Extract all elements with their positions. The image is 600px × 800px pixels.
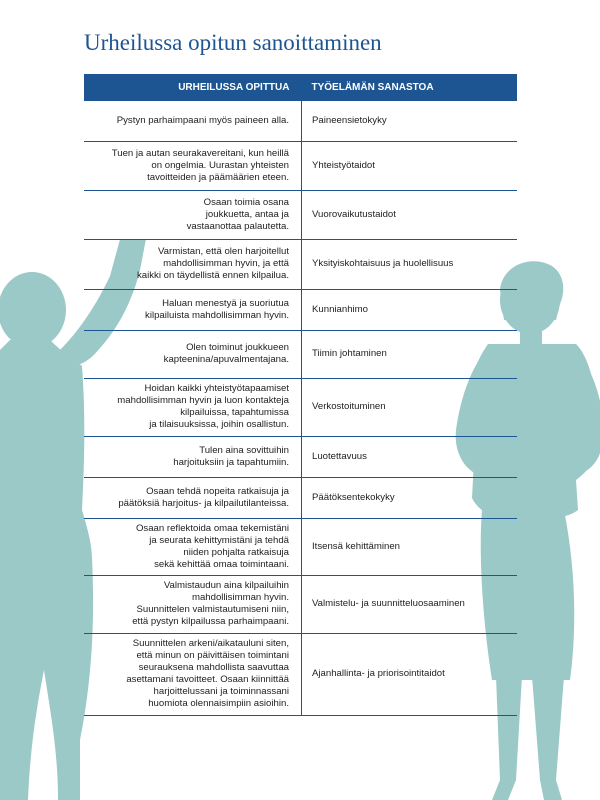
learned-cell: Haluan menestyä ja suoriutua kilpailuista mahdollisimman hyvin. — [84, 289, 302, 330]
column-header-learned: URHEILUSSA OPITTUA — [84, 74, 302, 101]
table-row — [84, 518, 517, 575]
table-row — [84, 190, 517, 239]
learned-cell: Hoidan kaikki yhteistyötapaamiset mahdollisimman hyvin ja luon kontakteja kilpailuissa, tapahtumissa ja tilaisuuksissa, joihin osallistun. — [84, 378, 302, 436]
table-row — [84, 436, 517, 477]
learned-cell: Valmistaudun aina kilpailuihin mahdollisimman hyvin. Suunnittelen valmistautumiseni niin, että pystyn kilpailussa parhaimpaani. — [84, 575, 302, 633]
learned-cell: Osaan toimia osana joukkuetta, antaa ja vastaanottaa palautetta. — [84, 190, 302, 239]
term-cell: Yhteistyötaidot — [302, 141, 518, 190]
table-row — [84, 575, 517, 633]
learned-cell: Tuen ja autan seurakavereitani, kun heillä on ongelmia. Uurastan yhteisten tavoitteiden ja päämäärien eteen. — [84, 141, 302, 190]
learned-cell: Tulen aina sovittuihin harjoituksiin ja tapahtumiin. — [84, 436, 302, 477]
table-row — [84, 239, 517, 289]
learned-cell: Suunnittelen arkeni/aikatauluni siten, että minun on päivittäisen toimintani seurauksena mahdollista saavuttaa asettamani tavoitteet. Osaan kiinnittää harjoittelussani ja toiminnassani huomiota olennaisimpiin asioihin. — [84, 633, 302, 715]
learned-cell: Osaan tehdä nopeita ratkaisuja ja päätöksiä harjoitus- ja kilpailutilanteissa. — [84, 477, 302, 518]
table-row — [84, 101, 517, 141]
term-cell: Päätöksentekokyky — [302, 477, 518, 518]
column-header-vocabulary: TYÖELÄMÄN SANASTOA — [302, 74, 518, 101]
table-row — [84, 141, 517, 190]
term-cell: Verkostoituminen — [302, 378, 518, 436]
term-cell: Kunnianhimo — [302, 289, 518, 330]
term-cell: Vuorovaikutustaidot — [302, 190, 518, 239]
term-cell: Tiimin johtaminen — [302, 330, 518, 378]
table-header-row — [84, 74, 517, 101]
term-cell: Ajanhallinta- ja priorisointitaidot — [302, 633, 518, 715]
learned-cell: Olen toiminut joukkueen kapteenina/apuvalmentajana. — [84, 330, 302, 378]
table-row — [84, 378, 517, 436]
learned-cell: Osaan reflektoida omaa tekemistäni ja seurata kehittymistäni ja tehdä niiden pohjalta ratkaisuja sekä kehittää omaa toimintaani. — [84, 518, 302, 575]
term-cell: Paineensietokyky — [302, 101, 518, 141]
table-row — [84, 477, 517, 518]
learned-cell: Pystyn parhaimpaani myös paineen alla. — [84, 101, 302, 141]
table-row — [84, 633, 517, 715]
term-cell: Valmistelu- ja suunnitteluosaaminen — [302, 575, 518, 633]
term-cell: Yksityiskohtaisuus ja huolellisuus — [302, 239, 518, 289]
table-row — [84, 289, 517, 330]
vocabulary-table — [84, 74, 517, 716]
term-cell: Itsensä kehittäminen — [302, 518, 518, 575]
table-row — [84, 330, 517, 378]
term-cell: Luotettavuus — [302, 436, 518, 477]
learned-cell: Varmistan, että olen harjoitellut mahdollisimman hyvin, ja että kaikki on täydellistä ennen kilpailua. — [84, 239, 302, 289]
vocabulary-table-container — [84, 74, 517, 716]
page-title: Urheilussa opitun sanoittaminen — [84, 30, 382, 55]
